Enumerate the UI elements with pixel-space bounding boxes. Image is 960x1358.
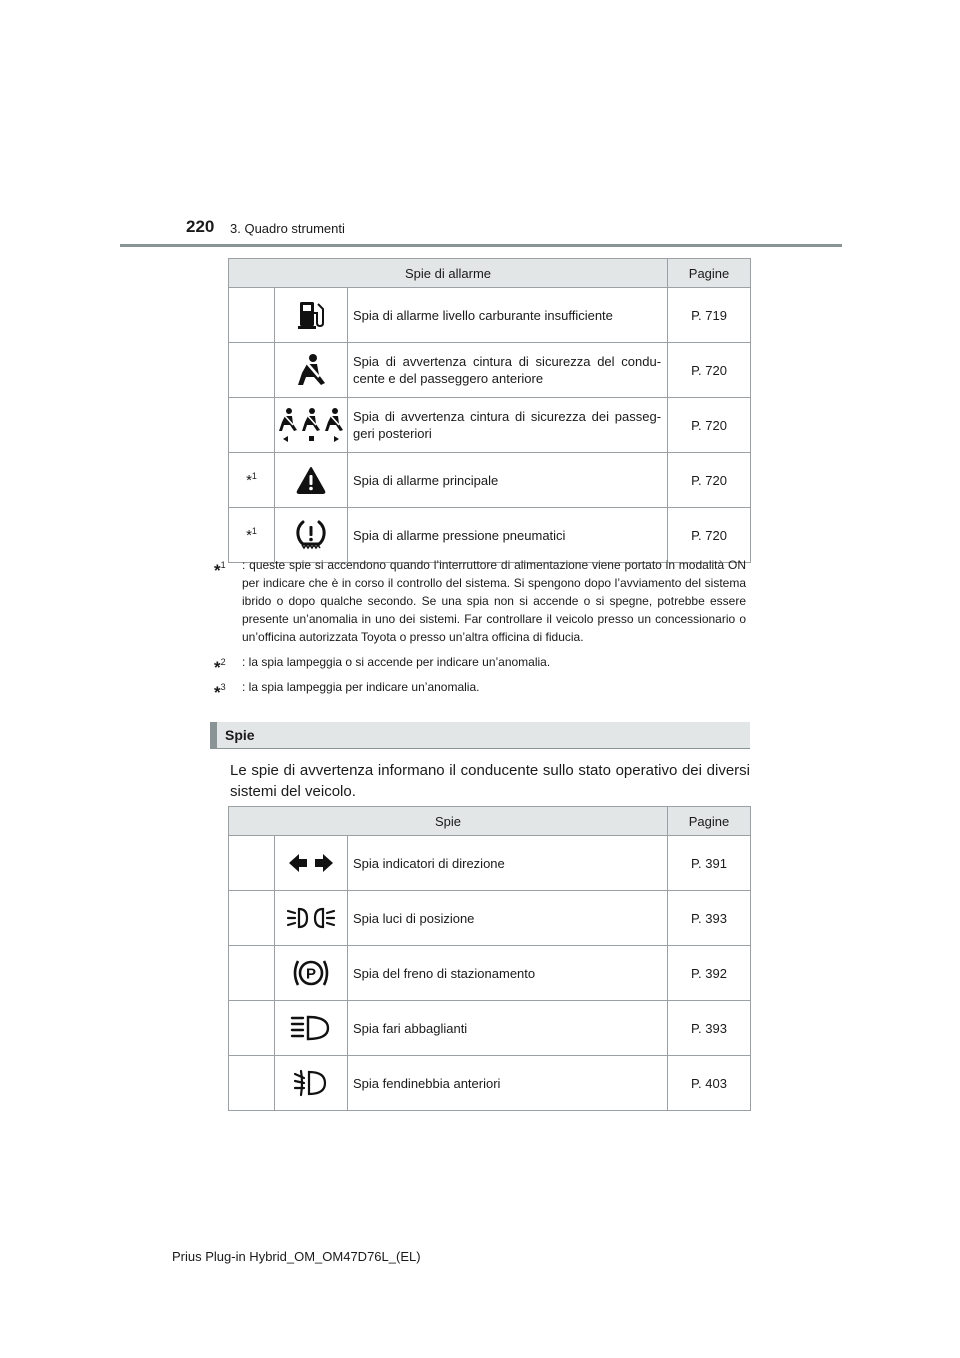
table-row xyxy=(229,453,751,508)
table-row xyxy=(229,891,751,946)
note-mark: * xyxy=(214,658,221,677)
row-page-ref: P. 720 xyxy=(668,398,751,453)
table-row xyxy=(229,508,751,563)
position-lights-icon xyxy=(286,905,336,931)
row-description: Spia fari abbaglianti xyxy=(348,1001,668,1056)
footer-document-id: Prius Plug-in Hybrid_OM_OM47D76L_(EL) xyxy=(172,1249,421,1264)
table-header-row xyxy=(229,807,751,836)
row-page-ref: P. 720 xyxy=(668,343,751,398)
section-title: Spie xyxy=(225,727,255,743)
note-number: 2 xyxy=(220,657,226,667)
front-fog-light-icon xyxy=(293,1069,329,1097)
row-note xyxy=(229,288,275,343)
header-rule xyxy=(120,244,842,247)
footnote-text: : la spia lampeggia o si accende per indicare un’anomalia. xyxy=(242,655,551,669)
row-note xyxy=(229,398,275,453)
row-description: Spia fendinebbia anteriori xyxy=(348,1056,668,1111)
row-description: Spia di avvertenza cintura di sicurezza dei passeg-geri posteriori xyxy=(348,398,668,453)
turn-signal-arrows-icon xyxy=(287,852,335,874)
tire-pressure-icon xyxy=(294,519,328,551)
footnote xyxy=(214,556,746,646)
row-note xyxy=(229,343,275,398)
section-heading xyxy=(210,722,750,749)
row-page-ref: P. 393 xyxy=(668,891,751,946)
footnote-text: : queste spie si accendono quando l’interruttore di alimentazione viene portato in modalità ON per indicare che è in corso il controllo del sistema. Si spengono dopo l’avviamento del sistema ibrido o dopo qualche secondo. Se una spia non si accende o si spegne, potrebbe essere presente un’anomalia in uno dei sistemi. Far controllare il veicolo presso un concessionario o un’officina autorizzata Toyota o presso un’altra officina di fiducia. xyxy=(242,558,746,644)
note-number: 3 xyxy=(220,682,226,692)
row-note xyxy=(229,453,275,508)
row-page-ref: P. 720 xyxy=(668,508,751,563)
chapter-title: 3. Quadro strumenti xyxy=(230,221,345,236)
master-warning-triangle-icon xyxy=(296,466,326,494)
row-description: Spia di allarme pressione pneumatici xyxy=(348,508,668,563)
row-page-ref: P. 392 xyxy=(668,946,751,1001)
table-row xyxy=(229,1056,751,1111)
footnotes xyxy=(214,556,746,703)
high-beam-icon xyxy=(290,1014,332,1042)
table-row xyxy=(229,398,751,453)
column-header-pages: Pagine xyxy=(668,259,751,288)
row-note xyxy=(229,508,275,563)
warning-lights-table xyxy=(228,258,751,563)
indicator-lights-table xyxy=(228,806,751,1111)
row-description: Spia indicatori di direzione xyxy=(348,836,668,891)
intro-paragraph: Le spie di avvertenza informano il conducente sullo stato operativo dei diversi sistemi del veicolo. xyxy=(230,762,750,800)
svg-text:P: P xyxy=(305,965,317,983)
seatbelt-front-icon xyxy=(295,353,327,387)
row-page-ref: P. 720 xyxy=(668,453,751,508)
row-page-ref: P. 719 xyxy=(668,288,751,343)
table-row xyxy=(229,288,751,343)
footnote xyxy=(214,678,746,702)
row-page-ref: P. 391 xyxy=(668,836,751,891)
note-mark: * xyxy=(246,527,252,544)
parking-brake-icon xyxy=(292,957,330,989)
fuel-pump-icon xyxy=(296,299,326,331)
footnote xyxy=(214,653,746,677)
table-row xyxy=(229,836,751,891)
column-header-warning-lights: Spie di allarme xyxy=(229,259,668,288)
row-page-ref: P. 393 xyxy=(668,1001,751,1056)
table-row xyxy=(229,946,751,1001)
seatbelt-rear-icon xyxy=(277,407,345,443)
note-number: 1 xyxy=(220,560,226,570)
section-accent xyxy=(210,722,217,748)
note-mark: * xyxy=(246,472,252,489)
note-number: 1 xyxy=(251,471,257,481)
row-description: Spia di allarme livello carburante insufficiente xyxy=(348,288,668,343)
note-mark: * xyxy=(214,561,221,580)
note-mark: * xyxy=(214,683,221,702)
table-header-row xyxy=(229,259,751,288)
table-row xyxy=(229,1001,751,1056)
row-description: Spia di avvertenza cintura di sicurezza del condu-cente e del passeggero anteriore xyxy=(348,343,668,398)
page-number: 220 xyxy=(186,217,215,236)
column-header-indicators: Spie xyxy=(229,807,668,836)
column-header-pages: Pagine xyxy=(668,807,751,836)
row-description: Spia di allarme principale xyxy=(348,453,668,508)
row-page-ref: P. 403 xyxy=(668,1056,751,1111)
note-number: 1 xyxy=(251,526,257,536)
row-description: Spia luci di posizione xyxy=(348,891,668,946)
row-description: Spia del freno di stazionamento xyxy=(348,946,668,1001)
footnote-text: : la spia lampeggia per indicare un’anomalia. xyxy=(242,680,480,694)
table-row xyxy=(229,343,751,398)
